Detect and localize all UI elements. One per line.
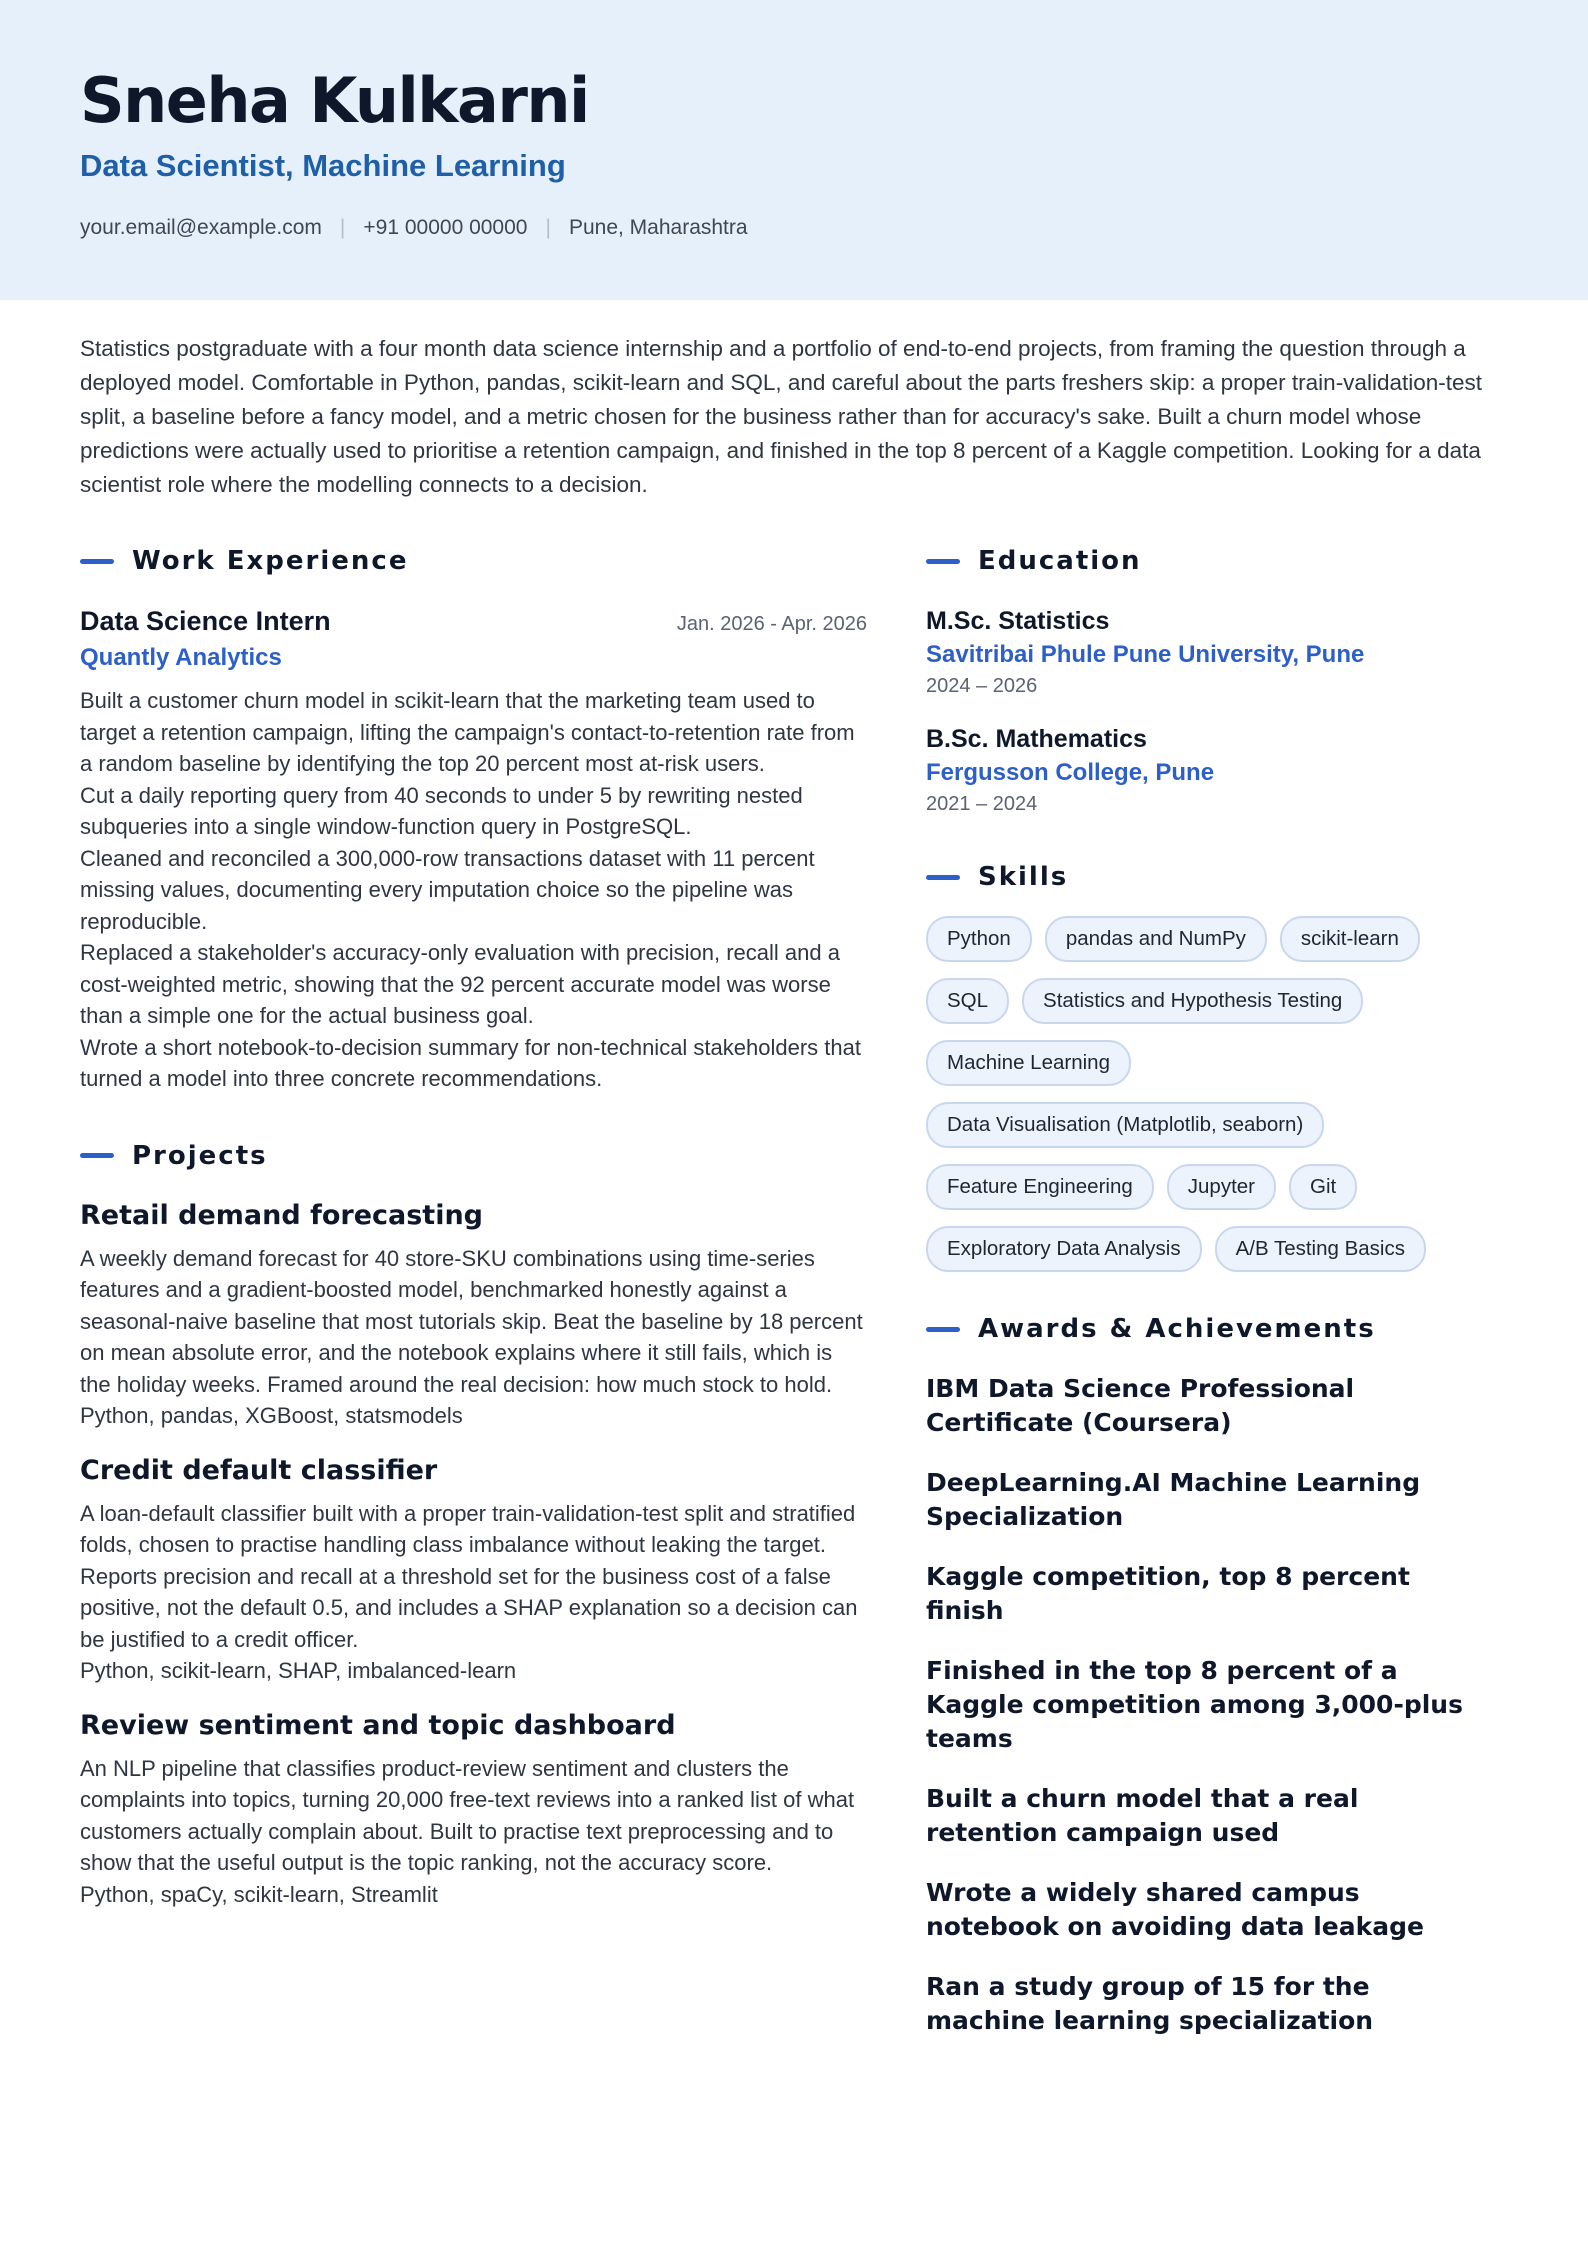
job-bullets <box>80 685 867 1095</box>
project-tech: Python, scikit-learn, SHAP, imbalanced-learn <box>80 1658 517 1683</box>
project-item <box>80 1452 867 1687</box>
education-school: Savitribai Phule Pune University, Pune <box>926 641 1365 668</box>
section-accent-bar <box>926 875 960 880</box>
project-title: Review sentiment and topic dashboard <box>80 1709 676 1741</box>
skill-chip: Jupyter <box>1167 1164 1276 1210</box>
section-title-skills <box>926 860 1496 894</box>
project-description: A loan-default classifier built with a proper train-validation-test split and stratified folds, chosen to practise handling class imbalance without leaking the target. Reports precision and recall at a threshold set for the business cost of a false positive, not the default 0.5, and includes a SHAP explanation so a decision can be justified to a credit officer. <box>80 1500 858 1652</box>
project-tech: Python, pandas, XGBoost, statsmodels <box>80 1403 463 1428</box>
section-title-text: Education <box>978 546 1142 576</box>
education-degree: B.Sc. Mathematics <box>926 725 1147 753</box>
section-title-work <box>80 544 867 578</box>
project-tech: Python, spaCy, scikit-learn, Streamlit <box>80 1881 438 1907</box>
project-description: An NLP pipeline that classifies product-review sentiment and clusters the complaints into topics, turning 20,000 free-text reviews into a ranked list of what customers actually complain about. Built to practise text preprocessing and to show that the useful output is the topic ranking, not the accuracy score. <box>80 1755 855 1875</box>
section-accent-bar <box>80 559 114 564</box>
skill-chip: scikit-learn <box>1280 916 1420 962</box>
section-accent-bar <box>926 559 960 564</box>
award-item: Wrote a widely shared campus notebook on avoiding data leakage <box>926 1878 1424 1941</box>
job-bullet: Replaced a stakeholder's accuracy-only evaluation with precision, recall and a cost-weighted metric, showing that the 92 percent accurate model was worse than a simple one for the actual business goal. <box>80 940 840 1028</box>
education-item <box>926 722 1496 818</box>
project-item <box>80 1197 867 1432</box>
contact-separator: | <box>339 216 346 239</box>
education-years: 2024 – 2026 <box>926 675 1038 697</box>
skill-chip: A/B Testing Basics <box>1215 1226 1426 1272</box>
job-bullet: Wrote a short notebook-to-decision summary for non-technical stakeholders that turned a model into three concrete recommendations. <box>80 1034 861 1091</box>
section-title-education <box>926 544 1496 578</box>
section-accent-bar <box>926 1327 960 1332</box>
contact-email[interactable]: your.email@example.com <box>80 216 322 239</box>
skill-chip: pandas and NumPy <box>1045 916 1267 962</box>
project-title: Credit default classifier <box>80 1454 438 1486</box>
right-column <box>926 544 1496 2064</box>
section-title-awards <box>926 1312 1496 1346</box>
award-item: Ran a study group of 15 for the machine learning specialization <box>926 1972 1374 2035</box>
content-columns <box>0 544 1588 2064</box>
education-years: 2021 – 2024 <box>926 793 1038 815</box>
job-bullet: Cleaned and reconciled a 300,000-row transactions dataset with 11 percent missing values, documenting every imputation choice so the pipeline was reproducible. <box>80 845 815 934</box>
awards-list <box>926 1372 1496 2038</box>
skill-chip: Data Visualisation (Matplotlib, seaborn) <box>926 1102 1324 1148</box>
project-title: Retail demand forecasting <box>80 1199 484 1231</box>
summary-paragraph: Statistics postgraduate with a four month data science internship and a portfolio of end-to-end projects, from framing the question through a deployed model. Comfortable in Python, pandas, scikit-learn and SQL, and careful about the parts freshers skip: a proper train-validation-test split, a baseline before a fancy model, and a metric chosen for the business rather than for accuracy's sake. Built a churn model whose predictions were actually used to prioritise a retention campaign, and finished in the top 8 percent of a Kaggle competition. Looking for a data scientist role where the modelling connects to a decision. <box>80 336 1483 497</box>
section-title-text: Awards & Achievements <box>978 1314 1376 1344</box>
section-title-projects <box>80 1139 867 1173</box>
left-column <box>80 544 867 2064</box>
resume-header <box>0 0 1588 300</box>
job-title: Data Science Intern <box>80 606 331 636</box>
contact-separator: | <box>545 216 551 239</box>
skills-list <box>926 916 1496 1288</box>
award-item: DeepLearning.AI Machine Learning Specialization <box>926 1468 1421 1531</box>
award-item: Kaggle competition, top 8 percent finish <box>926 1562 1410 1625</box>
project-description: A weekly demand forecast for 40 store-SKU combinations using time-series features and a gradient-boosted model, benchmarked honestly against a seasonal-naive baseline that most tutorials skip. Beat the baseline by 18 percent on mean absolute error, and the notebook explains where it still fails, which is the holiday weeks. Framed around the real decision: how much stock to hold. <box>80 1245 863 1397</box>
contact-line <box>80 216 1508 240</box>
job-company: Quantly Analytics <box>80 644 282 671</box>
job-header <box>80 606 867 637</box>
section-title-text: Skills <box>978 862 1069 892</box>
section-title-text: Work Experience <box>132 546 409 576</box>
award-item: Built a churn model that a real retention campaign used <box>926 1784 1359 1847</box>
education-item <box>926 604 1496 700</box>
project-item <box>80 1707 867 1911</box>
skill-chip: Statistics and Hypothesis Testing <box>1022 978 1363 1024</box>
skill-chip: Python <box>926 916 1032 962</box>
job-bullet: Built a customer churn model in scikit-learn that the marketing team used to target a retention campaign, lifting the campaign's contact-to-retention rate from a random baseline by identifying the top 20 percent most at-risk users. <box>80 688 855 776</box>
award-item: Finished in the top 8 percent of a Kaggle competition among 3,000-plus teams <box>926 1656 1463 1753</box>
skill-chip: Feature Engineering <box>926 1164 1154 1210</box>
job-bullet: Cut a daily reporting query from 40 seconds to under 5 by rewriting nested subqueries into a single window-function query in PostgreSQL. <box>80 782 803 839</box>
skill-chip: Machine Learning <box>926 1040 1131 1086</box>
education-school: Fergusson College, Pune <box>926 759 1215 786</box>
skill-chip: SQL <box>926 978 1009 1024</box>
section-title-text: Projects <box>132 1140 268 1171</box>
candidate-name: Sneha Kulkarni <box>80 64 589 137</box>
skill-chip: Exploratory Data Analysis <box>926 1226 1202 1272</box>
skill-chip: Git <box>1289 1164 1357 1210</box>
contact-location: Pune, Maharashtra <box>568 216 748 239</box>
section-accent-bar <box>80 1153 114 1158</box>
candidate-role: Data Scientist, Machine Learning <box>80 148 566 183</box>
contact-phone[interactable]: +91 00000 00000 <box>363 216 528 239</box>
job-dates: Jan. 2026 - Apr. 2026 <box>676 613 867 635</box>
award-item: IBM Data Science Professional Certificate (Coursera) <box>926 1374 1355 1437</box>
education-degree: M.Sc. Statistics <box>926 607 1110 635</box>
